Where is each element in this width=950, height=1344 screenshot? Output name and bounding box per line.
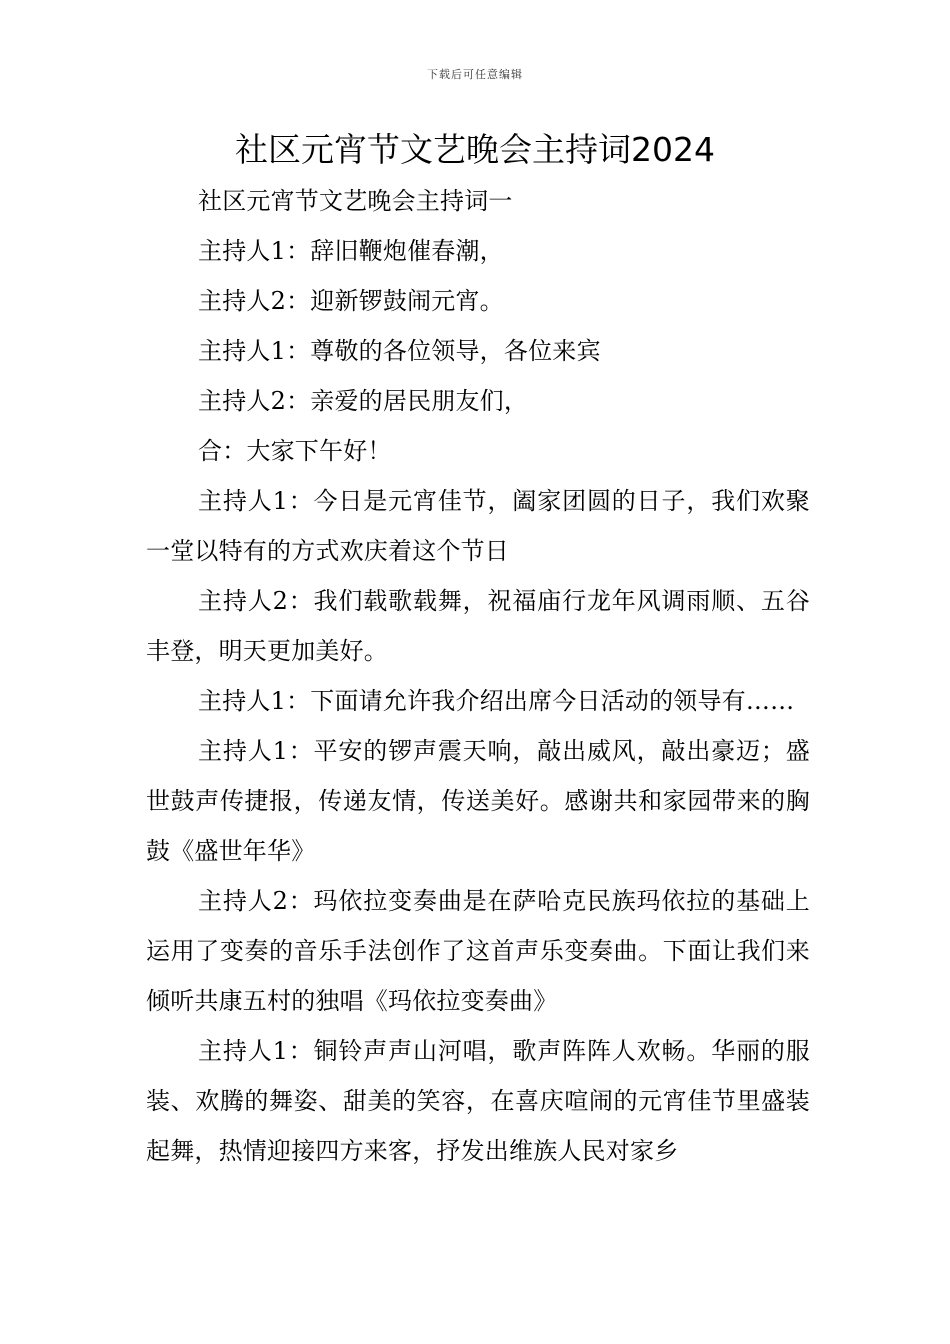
paragraph: 主持人2：我们载歌载舞，祝福庙行龙年风调雨顺、五谷丰登，明天更加美好。 bbox=[146, 587, 810, 665]
document-title: 社区元宵节文艺晚会主持词2024 bbox=[235, 130, 715, 169]
paragraph: 主持人2：亲爱的居民朋友们， bbox=[198, 387, 529, 415]
paragraph: 主持人2：迎新锣鼓闹元宵。 bbox=[198, 287, 504, 315]
paragraph: 主持人1：辞旧鞭炮催春潮， bbox=[198, 237, 504, 265]
paragraph: 合：大家下午好！ bbox=[198, 437, 392, 465]
paragraph: 主持人1：平安的锣声震天响，敲出威风，敲出豪迈；盛世鼓声传捷报，传递友情，传送美好。感谢共和家园带来的胸鼓《盛世年华》 bbox=[146, 737, 810, 865]
paragraph: 社区元宵节文艺晚会主持词一 bbox=[198, 187, 513, 215]
paragraph: 主持人1：铜铃声声山河唱，歌声阵阵人欢畅。华丽的服装、欢腾的舞姿、甜美的笑容，在喜庆喧闹的元宵佳节里盛装起舞，热情迎接四方来客，抒发出维族人民对家乡 bbox=[146, 1037, 810, 1165]
paragraph: 主持人1：下面请允许我介绍出席今日活动的领导有…… bbox=[198, 687, 795, 715]
header-note: 下载后可任意编辑 bbox=[427, 68, 523, 81]
paragraph: 主持人1：尊敬的各位领导，各位来宾 bbox=[198, 337, 601, 365]
paragraph: 主持人2：玛依拉变奏曲是在萨哈克民族玛依拉的基础上运用了变奏的音乐手法创作了这首声乐变奏曲。下面让我们来倾听共康五村的独唱《玛依拉变奏曲》 bbox=[146, 887, 810, 1015]
document-body bbox=[146, 176, 810, 1176]
paragraph: 主持人1：今日是元宵佳节，阖家团圆的日子，我们欢聚一堂以特有的方式欢庆着这个节日 bbox=[146, 487, 810, 565]
